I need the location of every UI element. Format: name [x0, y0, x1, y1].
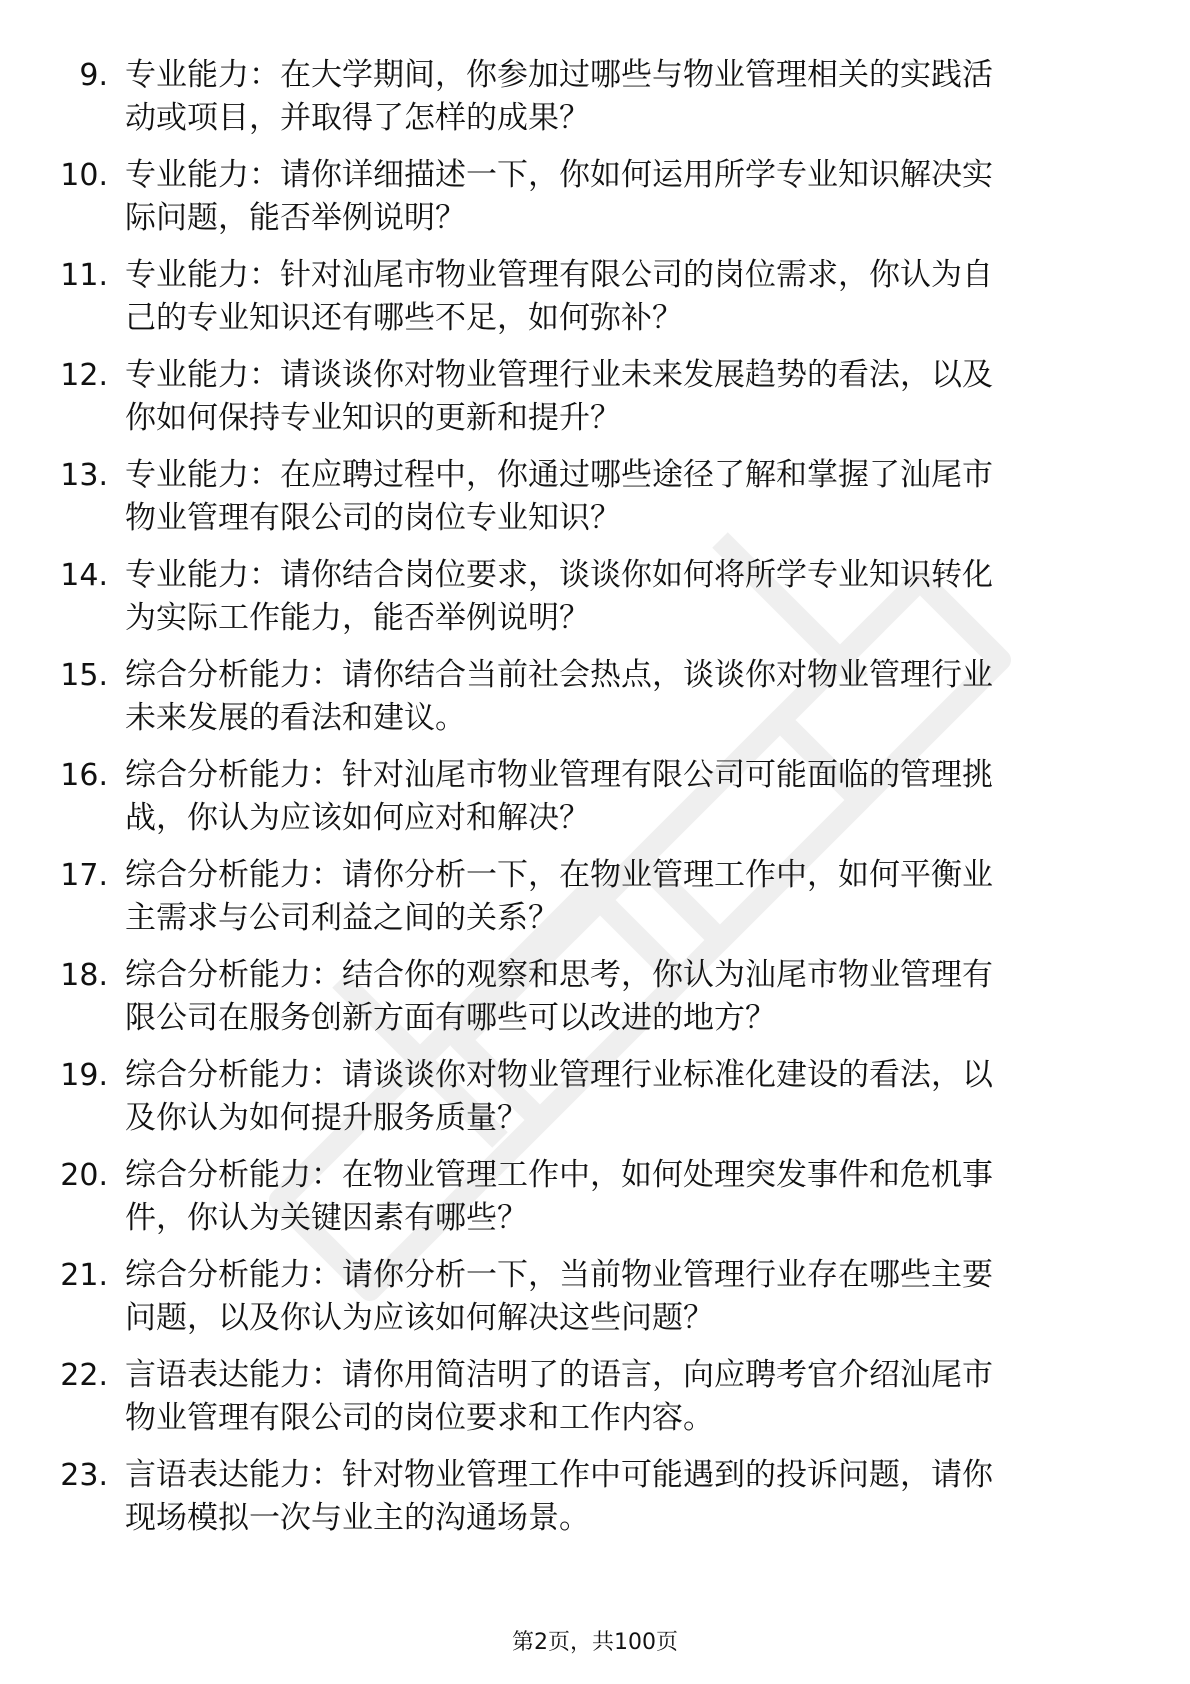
question-number: 23. [60, 1458, 108, 1493]
page-footer [0, 1628, 1190, 1658]
question-item [0, 1054, 1190, 1154]
question-text: 综合分析能力：请谈谈你对物业管理行业标准化建设的看法，以 及你认为如何提升服务质量？ [125, 1057, 993, 1136]
question-item [0, 854, 1190, 954]
page-number-label: 第2页，共100页 [512, 1630, 678, 1655]
question-number: 11. [60, 258, 108, 293]
question-item [0, 1154, 1190, 1254]
question-number: 14. [60, 558, 108, 593]
question-list [0, 54, 1190, 1554]
question-number: 21. [60, 1258, 108, 1293]
question-number: 12. [60, 358, 108, 393]
question-item [0, 654, 1190, 754]
question-text: 综合分析能力：在物业管理工作中，如何处理突发事件和危机事 件，你认为关键因素有哪些？ [125, 1157, 993, 1236]
question-number: 22. [60, 1358, 108, 1393]
question-number: 13. [60, 458, 108, 493]
question-number: 15. [60, 658, 108, 693]
question-text: 言语表达能力：针对物业管理工作中可能遇到的投诉问题，请你 现场模拟一次与业主的沟通场景。 [125, 1457, 993, 1536]
question-text: 专业能力：请你详细描述一下，你如何运用所学专业知识解决实 际问题，能否举例说明？ [125, 157, 993, 236]
question-number: 18. [60, 958, 108, 993]
question-text: 专业能力：请谈谈你对物业管理行业未来发展趋势的看法，以及 你如何保持专业知识的更新和提升？ [125, 357, 993, 436]
question-number: 16. [60, 758, 108, 793]
question-item [0, 1254, 1190, 1354]
question-text: 综合分析能力：请你结合当前社会热点，谈谈你对物业管理行业 未来发展的看法和建议。 [125, 657, 993, 736]
question-number: 10. [60, 158, 108, 193]
question-text: 综合分析能力：针对汕尾市物业管理有限公司可能面临的管理挑 战，你认为应该如何应对和解决？ [125, 757, 993, 836]
question-item [0, 1454, 1190, 1554]
question-number: 17. [60, 858, 108, 893]
question-text: 专业能力：针对汕尾市物业管理有限公司的岗位需求，你认为自 己的专业知识还有哪些不足，如何弥补？ [125, 257, 993, 336]
question-item [0, 254, 1190, 354]
question-text: 综合分析能力：请你分析一下，当前物业管理行业存在哪些主要 问题，以及你认为应该如何解决这些问题？ [125, 1257, 993, 1336]
question-item [0, 954, 1190, 1054]
question-text: 综合分析能力：结合你的观察和思考，你认为汕尾市物业管理有 限公司在服务创新方面有哪些可以改进的地方？ [125, 957, 993, 1036]
question-item [0, 754, 1190, 854]
question-number: 19. [60, 1058, 108, 1093]
question-number: 20. [60, 1158, 108, 1193]
question-item [0, 54, 1190, 154]
question-text: 专业能力：在大学期间，你参加过哪些与物业管理相关的实践活 动或项目，并取得了怎样的成果？ [125, 57, 993, 136]
question-item [0, 554, 1190, 654]
question-text: 言语表达能力：请你用简洁明了的语言，向应聘考官介绍汕尾市 物业管理有限公司的岗位要求和工作内容。 [125, 1357, 993, 1436]
question-item [0, 154, 1190, 254]
question-text: 专业能力：在应聘过程中，你通过哪些途径了解和掌握了汕尾市 物业管理有限公司的岗位专业知识？ [125, 457, 993, 536]
question-number: 9. [79, 58, 108, 93]
question-item [0, 454, 1190, 554]
question-text: 综合分析能力：请你分析一下，在物业管理工作中，如何平衡业 主需求与公司利益之间的关系？ [125, 857, 993, 936]
question-text: 专业能力：请你结合岗位要求，谈谈你如何将所学专业知识转化 为实际工作能力，能否举例说明？ [125, 557, 993, 636]
question-item [0, 354, 1190, 454]
question-item [0, 1354, 1190, 1454]
